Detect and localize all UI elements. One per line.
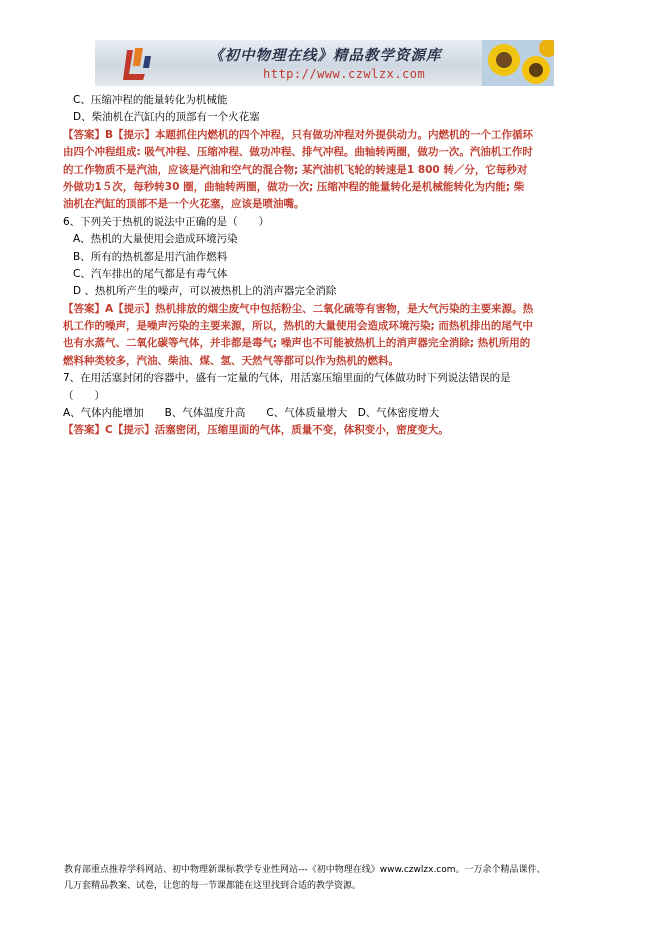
page-footer <box>64 862 604 894</box>
banner-title: 《初中物理在线》精品教学资源库 <box>209 47 442 64</box>
option-d-line: D 、热机所产生的噪声，可以被热机上的消声器完全消除 <box>73 285 337 298</box>
footer-line-2: 几万套精品教案、试卷，让您的每一节课都能在这里找到合适的教学资源。 <box>64 881 362 891</box>
answer-5-line: 【答案】B【提示】本题抓住内燃机的四个冲程，只有做功冲程对外提供动力。内燃机的一个工作循环 <box>63 128 534 141</box>
question-7-options: A、气体内能增加 B、气体温度升高 C、气体质量增大 D、气体密度增大 <box>63 407 440 420</box>
sunflower-image <box>482 40 554 86</box>
answer-5-line: 由四个冲程组成: 吸气冲程、压缩冲程、做功冲程、排气冲程。曲轴转两圈，做功一次。汽油机工作时 <box>63 146 533 159</box>
answer-5-line: 外做功1５次，每秒转30 圈，曲轴转两圈，做功一次; 压缩冲程的能量转化是机械能转化为内能; 柴 <box>63 180 525 193</box>
question-6: 6、下列关于热机的说法中正确的是（ ） <box>63 215 270 228</box>
document-body <box>63 92 593 440</box>
site-logo-icon <box>121 46 153 82</box>
answer-6-line: 机工作的噪声，是噪声污染的主要来源，所以，热机的大量使用会造成环境污染; 而热机排出的尾气中 <box>63 320 533 333</box>
answer-6-line: 燃料种类较多，汽油、柴油、煤、氢、天然气等都可以作为热机的燃料。 <box>63 354 399 367</box>
option-a-line: A、热机的大量使用会造成环境污染 <box>73 233 238 246</box>
footer-line-1: 教育部重点推荐学科网站、初中物理新课标教学专业性网站---《初中物理在线》www.czwlzx.com。一万余个精品课件、 <box>64 865 546 875</box>
answer-6-line: 也有水蒸气、二氧化碳等气体，并非都是毒气; 噪声也不可能被热机上的消声器完全消除; 热机所用的 <box>63 337 531 350</box>
option-c-line: C、汽车排出的尾气都是有毒气体 <box>73 267 228 280</box>
header-banner <box>95 40 554 86</box>
answer-7-line: 【答案】C【提示】活塞密闭，压缩里面的气体，质量不变，体积变小，密度变大。 <box>63 424 449 437</box>
question-7-blank: （ ） <box>63 389 105 402</box>
question-7: 7、在用活塞封闭的容器中，盛有一定量的气体，用活塞压缩里面的气体做功时下列说法错误的是 <box>63 372 511 385</box>
answer-5-line: 油机在汽缸的顶部不是一个火花塞，应该是喷油嘴。 <box>63 198 305 211</box>
option-c-line: C、压缩冲程的能量转化为机械能 <box>73 94 228 106</box>
banner-url: http://www.czwlzx.com <box>263 67 426 81</box>
option-d-line: D、柴油机在汽缸内的顶部有一个火花塞 <box>73 111 260 124</box>
answer-6-line: 【答案】A【提示】热机排放的烟尘废气中包括粉尘、二氧化硫等有害物，是大气污染的主要来源。热 <box>63 302 534 315</box>
answer-5-line: 的工作物质不是汽油，应该是汽油和空气的混合物; 某汽油机飞轮的转速是1 800 转／分，它每秒对 <box>63 163 528 176</box>
option-b-line: B、所有的热机都是用汽油作燃料 <box>73 250 228 263</box>
